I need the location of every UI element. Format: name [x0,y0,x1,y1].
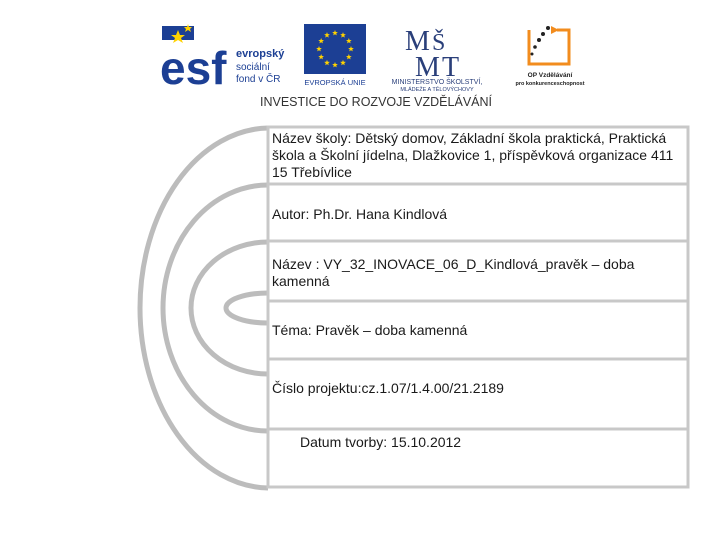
op-caption-2: pro konkurenceschopnost [515,81,585,87]
school-name-text: Název školy: Dětský domov, Základní škola praktická, Praktická škola a Školní jídelna, Dlažkovice 1, příspěvková organizace 411 15 Třebívlice [272,130,674,180]
arc-4 [226,293,268,323]
svg-text:M: M [405,26,430,57]
esf-line2: sociální [236,62,270,73]
author-text: Autor: Ph.Dr. Hana Kindlová [272,206,448,222]
arc-3 [191,242,268,374]
svg-text:M: M [415,52,440,83]
msmt-caption-1: MINISTERSTVO ŠKOLSTVÍ, [391,79,483,86]
project-number-text: Číslo projektu:cz.1.07/1.4.00/21.2189 [272,380,504,396]
topic-text: Téma: Pravěk – doba kamenná [272,322,468,338]
eu-caption: EVROPSKÁ UNIE [304,78,366,87]
arc-outer [140,128,268,488]
arc-2 [163,185,268,431]
esf-letters: esf [160,42,227,88]
svg-text:Š: Š [432,30,446,56]
title-text: Název : VY_32_INOVACE_06_D_Kindlová_pravěk – doba kamenná [272,256,635,289]
esf-line3: fond v ČR [236,74,281,85]
op-caption-1: OP Vzdělávání [527,72,573,79]
msmt-caption-2: MLÁDEŽE A TĚLOVÝCHOVY [400,87,474,92]
created-date-text: Datum tvorby: 15.10.2012 [300,434,462,450]
esf-line1: evropský [236,48,285,60]
slogan: INVESTICE DO ROZVOJE VZDĚLÁVÁNÍ [260,95,492,109]
svg-text:T: T [442,52,460,83]
